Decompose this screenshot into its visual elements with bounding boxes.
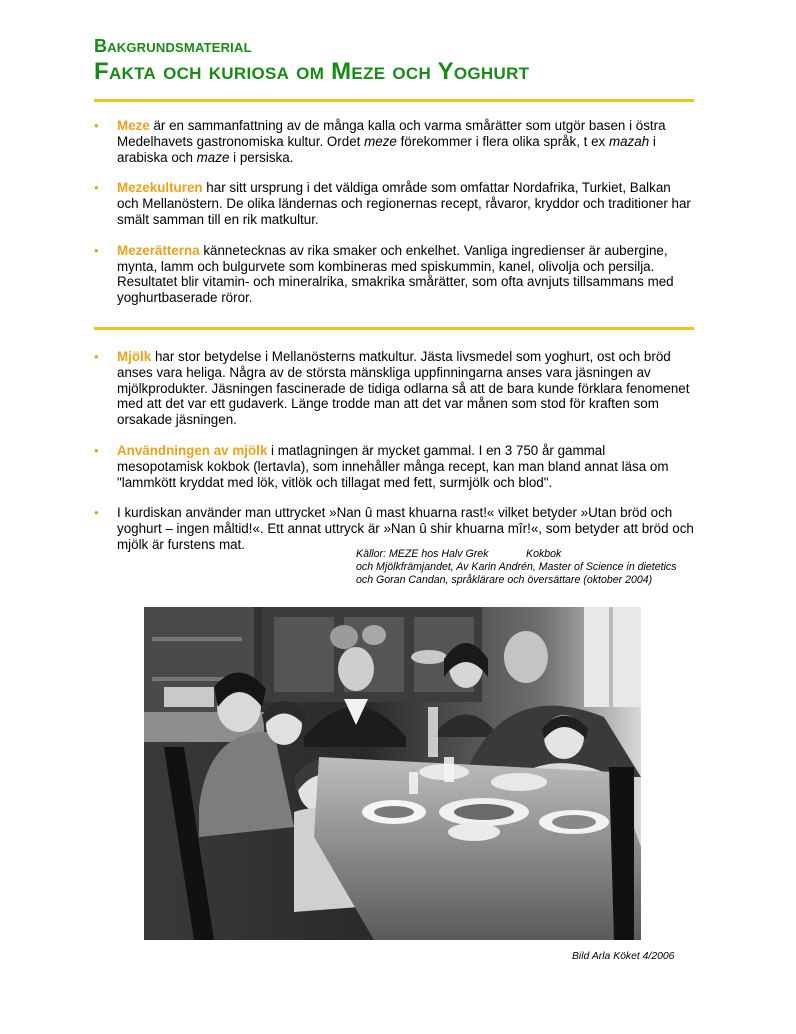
- bullet-text: I kurdiskan använder man uttrycket »Nan û mast khuarna rast!« vilket betyder »Utan bröd och yoghurt – ingen måltid!«. Ett annat uttryck är »Nan û shir khuarna mîr!«, som betyder att bröd och mjölk är furstens mat.: [117, 505, 694, 552]
- meze-facts-list: [94, 118, 694, 321]
- bullet-term: Mjölk: [117, 349, 152, 364]
- family-dinner-photo: [144, 607, 641, 940]
- list-item: [94, 180, 694, 227]
- list-item: [94, 349, 694, 428]
- bullet-term: Mezekulturen: [117, 180, 203, 196]
- sources-line: Källor: MEZE hos Halv Grek: [356, 548, 489, 560]
- bullet-text: i arabiska och: [117, 133, 656, 165]
- bullet-text: i persiska.: [229, 149, 294, 165]
- bullet-text: kännetecknas av rika smaker och enkelhet. Vanliga ingredienser är aubergine, mynta, lamm och bulgurvete som kombineras med spiskummin, kanel, olivolja och persilja. Resultatet blir vitamin- och mineralrika, smakrika smårätter, som ofta avnjuts tillsammans med yoghurtbaserade röror.: [117, 242, 674, 306]
- bullet-icon: •: [94, 505, 99, 521]
- photo-illustration: [144, 607, 641, 940]
- bullet-text: maze: [196, 149, 230, 165]
- bullet-term: Mezerätterna: [117, 242, 200, 258]
- sources-note: [356, 548, 696, 587]
- bullet-text: förekommer i flera olika språk, t ex: [396, 133, 609, 149]
- sources-line: Kokbok: [526, 548, 562, 560]
- list-item: [94, 243, 694, 306]
- bullet-text: är en sammanfattning av de många kalla och varma smårätter som utgör basen i östra Medelhavets gastronomiska kultur. Ordet: [117, 118, 666, 149]
- page-title: Fakta och kuriosa om Meze och Yoghurt: [94, 58, 530, 85]
- bullet-icon: •: [94, 442, 99, 458]
- bullet-icon: •: [94, 349, 99, 364]
- list-item: [94, 118, 694, 165]
- list-item: [94, 505, 694, 552]
- bullet-icon: •: [94, 180, 99, 196]
- list-item: [94, 443, 694, 490]
- bullet-icon: •: [94, 118, 99, 133]
- bullet-text: har stor betydelse i Mellanösterns matkultur. Jästa livsmedel som yoghurt, ost och bröd anses vara heliga. Några av de största mänskliga uppfinningarna anses vara jäsningen av mjölkprodukter. Jäsningen fascinerade de tidiga odlarna så att de bara kunde förklara fenomenet med att det var ett gudaverk. Länge trodde man att det var månen som stod för kraften som orsakade jäsningen.: [117, 349, 690, 428]
- bullet-term: Meze: [117, 118, 150, 133]
- divider-rule: [94, 327, 694, 330]
- bullet-text: meze: [364, 133, 397, 149]
- bullet-icon: •: [94, 242, 99, 258]
- bullet-term: Användningen av mjölk: [117, 442, 268, 458]
- sources-line: och Mjölkfrämjandet, Av Karin Andrén, Master of Science in dietetics: [356, 561, 677, 573]
- bullet-text: mazah: [608, 133, 650, 149]
- sources-line: och Goran Candan, språklärare och översättare (oktober 2004): [356, 574, 653, 586]
- photo-caption: Bild Arla Köket 4/2006: [572, 951, 675, 962]
- section-kicker: Bakgrundsmaterial: [94, 36, 252, 56]
- milk-facts-list: [94, 349, 694, 568]
- divider-rule: [94, 99, 694, 102]
- bullet-text: har sitt ursprung i det väldiga område som omfattar Nordafrika, Turkiet, Balkan och Mellanöstern. De olika ländernas och regionernas recept, råvaror, kryddor och traditioner har smält samman till en rik matkultur.: [117, 180, 691, 227]
- bullet-text: i matlagningen är mycket gammal. I en 3 750 år gammal mesopotamisk kokbok (lertavla), som innehåller många recept, kan man bland annat läsa om "lammkött kryddat med lök, vitlök och tillagat med fett, surmjölk och blod".: [117, 442, 669, 490]
